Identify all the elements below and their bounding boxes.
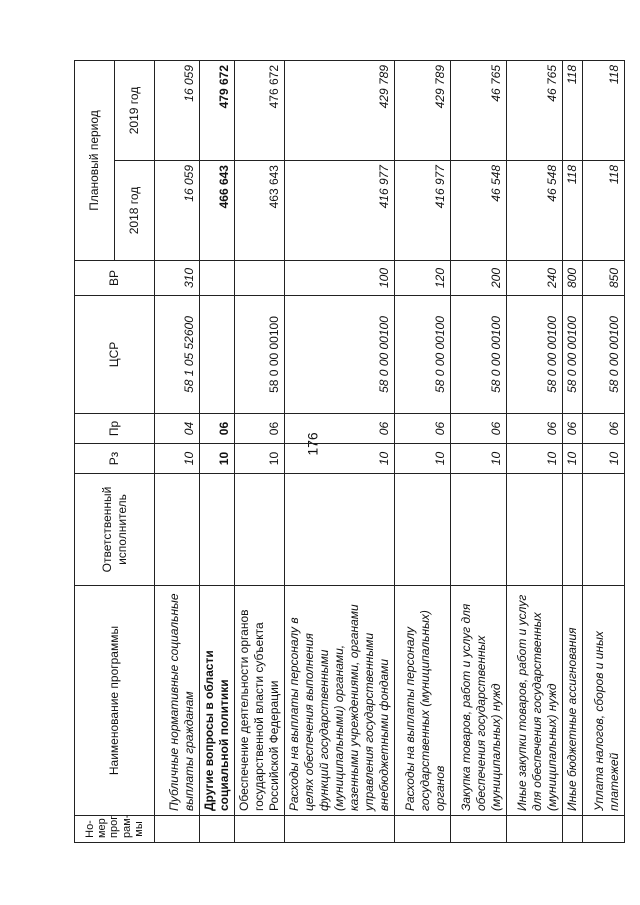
cell-executor	[583, 474, 625, 586]
cell-name: Иные бюджетные ассигнования	[563, 586, 583, 816]
cell-executor	[235, 474, 285, 586]
cell-executor	[451, 474, 507, 586]
cell-name: Другие вопросы в области социальной политики	[200, 586, 235, 816]
table-row	[155, 60, 200, 842]
cell-2019: 429 789	[285, 60, 395, 160]
cell-name: Публичные нормативные социальные выплаты гражданам	[155, 586, 200, 816]
cell-nomer	[563, 816, 583, 843]
cell-2018: 466 643	[200, 161, 235, 261]
cell-name: Иные закупки товаров, работ и услуг для обеспечения государственных (муниципальных) нужд	[507, 586, 563, 816]
cell-2019: 479 672	[200, 60, 235, 160]
table-row	[200, 60, 235, 842]
cell-executor	[507, 474, 563, 586]
cell-2018: 46 548	[507, 161, 563, 261]
cell-rz: 10	[583, 444, 625, 474]
cell-2019: 118	[563, 60, 583, 160]
cell-vr: 100	[285, 261, 395, 296]
cell-executor	[395, 474, 451, 586]
cell-nomer	[507, 816, 563, 843]
cell-vr	[235, 261, 285, 296]
budget-table-rotated	[74, 61, 621, 843]
cell-pr: 06	[563, 414, 583, 444]
cell-2019: 46 765	[451, 60, 507, 160]
cell-vr: 120	[395, 261, 451, 296]
cell-name: Уплата налогов, сборов и иных платежей	[583, 586, 625, 816]
cell-2018: 16 059	[155, 161, 200, 261]
cell-csr: 58 0 00 00100	[583, 296, 625, 414]
cell-pr: 06	[451, 414, 507, 444]
header-executor: Ответственный исполнитель	[75, 474, 155, 586]
cell-2018: 463 643	[235, 161, 285, 261]
cell-vr: 200	[451, 261, 507, 296]
cell-nomer	[155, 816, 200, 843]
cell-nomer	[285, 816, 395, 843]
cell-name: Закупка товаров, работ и услуг для обеспечения государственных (муниципальных) нужд	[451, 586, 507, 816]
header-row	[75, 60, 115, 842]
cell-nomer	[200, 816, 235, 843]
cell-pr: 04	[155, 414, 200, 444]
table-row	[285, 60, 395, 842]
cell-2019: 118	[583, 60, 625, 160]
cell-pr: 06	[200, 414, 235, 444]
cell-csr: 58 0 00 00100	[451, 296, 507, 414]
cell-2019: 476 672	[235, 60, 285, 160]
cell-name: Обеспечение деятельности органов государственной власти субъекта Российской Федерации	[235, 586, 285, 816]
header-rz: Рз	[75, 444, 155, 474]
cell-rz: 10	[395, 444, 451, 474]
cell-nomer	[395, 816, 451, 843]
header-csr: ЦСР	[75, 296, 155, 414]
header-vr: ВР	[75, 261, 155, 296]
cell-pr: 06	[395, 414, 451, 444]
header-plan: Плановый период	[75, 60, 115, 260]
cell-nomer	[451, 816, 507, 843]
cell-2019: 429 789	[395, 60, 451, 160]
cell-rz: 10	[285, 444, 395, 474]
cell-csr: 58 0 00 00100	[235, 296, 285, 414]
table-row	[235, 60, 285, 842]
cell-csr: 58 0 00 00100	[507, 296, 563, 414]
cell-nomer	[235, 816, 285, 843]
header-nomer: Но- мер прог рам- мы	[75, 816, 155, 843]
cell-rz: 10	[200, 444, 235, 474]
table-row	[583, 60, 625, 842]
cell-nomer	[583, 816, 625, 843]
cell-vr: 310	[155, 261, 200, 296]
cell-rz: 10	[451, 444, 507, 474]
cell-vr: 800	[563, 261, 583, 296]
cell-csr	[200, 296, 235, 414]
table-row	[507, 60, 563, 842]
table-row	[451, 60, 507, 842]
table-row	[395, 60, 451, 842]
cell-pr: 06	[285, 414, 395, 444]
header-2018: 2018 год	[115, 161, 155, 261]
cell-2019: 46 765	[507, 60, 563, 160]
header-2019: 2019 год	[115, 60, 155, 160]
page-number: 176	[304, 432, 321, 456]
cell-2018: 416 977	[285, 161, 395, 261]
header-name: Наименование программы	[75, 586, 155, 816]
header-pr: Пр	[75, 414, 155, 444]
cell-csr: 58 0 00 00100	[395, 296, 451, 414]
cell-2018: 118	[583, 161, 625, 261]
cell-name: Расходы на выплаты персоналу в целях обеспечения выполнения функций государственными (муниципальными) органами, казенными учреждениями, органами управления государственными внебюджетными фондами	[285, 586, 395, 816]
cell-executor	[285, 474, 395, 586]
cell-2019: 16 059	[155, 60, 200, 160]
cell-pr: 06	[507, 414, 563, 444]
cell-rz: 10	[155, 444, 200, 474]
cell-rz: 10	[563, 444, 583, 474]
cell-executor	[200, 474, 235, 586]
cell-pr: 06	[235, 414, 285, 444]
cell-2018: 46 548	[451, 161, 507, 261]
cell-csr: 58 1 05 52600	[155, 296, 200, 414]
cell-rz: 10	[507, 444, 563, 474]
cell-vr	[200, 261, 235, 296]
cell-vr: 850	[583, 261, 625, 296]
cell-executor	[563, 474, 583, 586]
cell-pr: 06	[583, 414, 625, 444]
cell-vr: 240	[507, 261, 563, 296]
budget-table	[74, 60, 625, 843]
cell-rz: 10	[235, 444, 285, 474]
cell-2018: 416 977	[395, 161, 451, 261]
cell-csr: 58 0 00 00100	[285, 296, 395, 414]
cell-2018: 118	[563, 161, 583, 261]
table-row	[563, 60, 583, 842]
cell-name: Расходы на выплаты персоналу государственных (муниципальных) органов	[395, 586, 451, 816]
cell-executor	[155, 474, 200, 586]
cell-csr: 58 0 00 00100	[563, 296, 583, 414]
